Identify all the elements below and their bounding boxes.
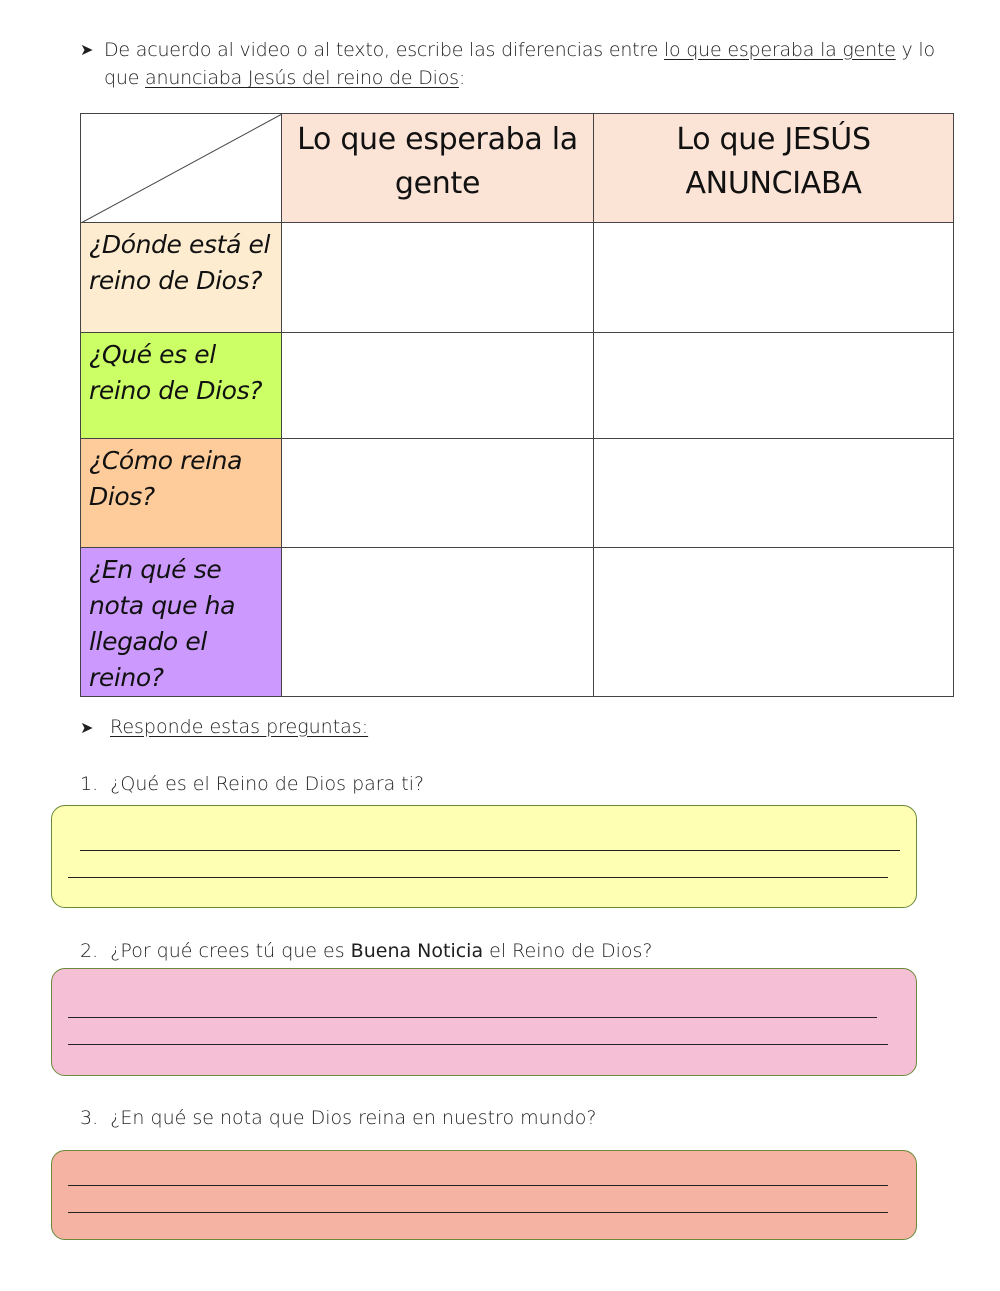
row-label-donde: ¿Dónde está el reino de Dios? — [81, 223, 282, 333]
row-label-nota: ¿En qué se nota que ha llegado el reino? — [81, 548, 282, 697]
answer-cell-que-jesus[interactable] — [594, 333, 954, 439]
underlined-phrase-jesus: anunciaba Jesús del reino de Dios — [145, 67, 459, 89]
underlined-phrase-gente: lo que esperaba la gente — [663, 39, 896, 61]
instruction-paragraph — [80, 36, 950, 92]
buena-noticia-bold: Buena Noticia — [350, 940, 484, 962]
responde-label: Responde estas preguntas: — [110, 716, 369, 738]
answer-line — [68, 1212, 888, 1213]
instruction-text: De acuerdo al video o al texto, escribe las diferencias entre lo que esperaba la gente y lo que anunciaba Jesús del reino de Dios: — [104, 39, 935, 89]
answer-line — [80, 850, 900, 851]
row-label-como: ¿Cómo reina Dios? — [81, 439, 282, 548]
answer-line — [68, 1044, 888, 1045]
answer-cell-donde-gente[interactable] — [282, 223, 594, 333]
arrow-bullet-icon: ➤ — [80, 40, 94, 59]
question-1: 1. ¿Qué es el Reino de Dios para ti? — [80, 773, 425, 795]
answer-line — [68, 877, 888, 878]
row-label-que: ¿Qué es el reino de Dios? — [81, 333, 282, 439]
question-1-text: ¿Qué es el Reino de Dios para ti? — [110, 773, 425, 795]
answer-box-3[interactable] — [51, 1150, 917, 1240]
answer-cell-como-jesus[interactable] — [594, 439, 954, 548]
answer-cell-como-gente[interactable] — [282, 439, 594, 548]
answer-box-2[interactable] — [51, 968, 917, 1076]
comparison-table — [80, 113, 954, 697]
answer-cell-nota-gente[interactable] — [282, 548, 594, 697]
answer-cell-que-gente[interactable] — [282, 333, 594, 439]
diagonal-corner-cell — [81, 114, 282, 223]
question-2: 2. ¿Por qué crees tú que es Buena Noticia el Reino de Dios? — [80, 940, 653, 962]
question-3: 3. ¿En qué se nota que Dios reina en nuestro mundo? — [80, 1107, 597, 1129]
answer-line — [68, 1017, 877, 1018]
answer-box-1[interactable] — [51, 805, 917, 908]
arrow-bullet-icon: ➤ — [80, 718, 94, 737]
answer-cell-donde-jesus[interactable] — [594, 223, 954, 333]
diagonal-line — [81, 114, 282, 223]
header-esperaba-gente: Lo que esperaba la gente — [282, 114, 594, 223]
header-jesus-anunciaba: Lo que JESÚS ANUNCIABA — [594, 114, 954, 223]
question-3-text: ¿En qué se nota que Dios reina en nuestro mundo? — [110, 1107, 597, 1129]
answer-line — [68, 1185, 888, 1186]
answer-cell-nota-jesus[interactable] — [594, 548, 954, 697]
